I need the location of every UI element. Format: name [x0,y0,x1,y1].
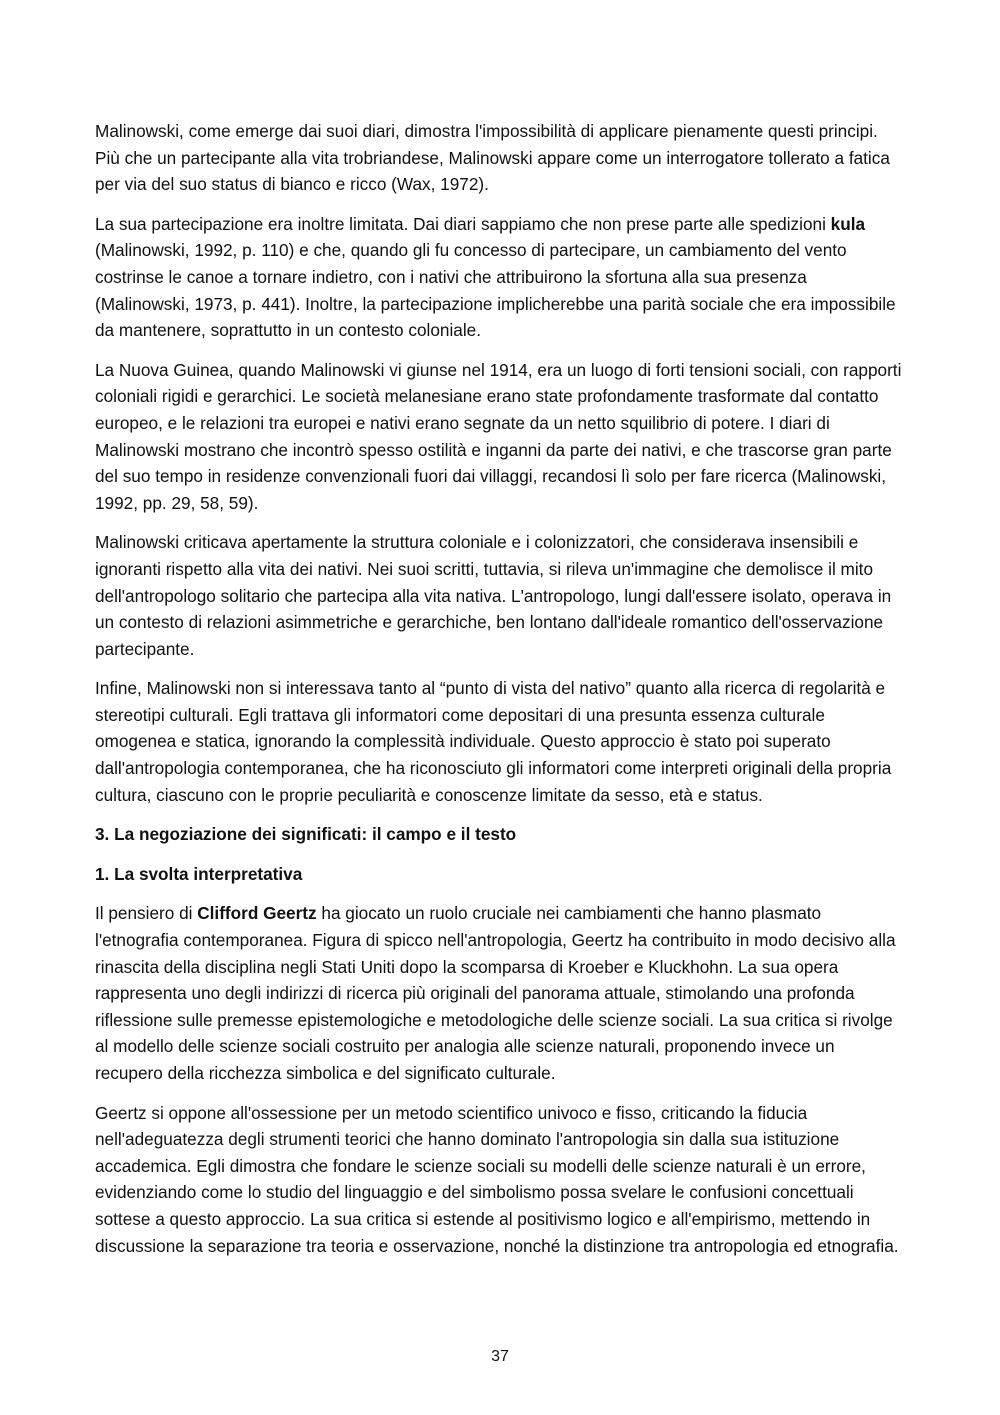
geertz-name: Clifford Geertz [197,903,317,924]
kula-term: kula [830,213,866,234]
paragraph-5: Infine, Malinowski non si interessava tanto al “punto di vista del nativo” quanto alla ricerca di regolarità e stereotipi culturali. Egli trattava gli informatori come depositari di una presunta essenza culturale omogenea e statica, ignorando la complessità individuale. Questo approccio è stato poi superato dall'antropologia contemporanea, che ha riconosciuto gli informatori come interpreti originali della propria cultura, ciascuno con le proprie peculiarità e conoscenze limitate da sesso, età e status. [95,678,892,805]
paragraph-6-start: Il pensiero di [95,903,198,924]
section-heading: 3. La negoziazione dei significati: il campo e il testo [95,824,517,845]
page-number: 37 [491,1348,509,1365]
subsection-heading: 1. La svolta interpretativa [95,863,303,884]
paragraph-6-end: ha giocato un ruolo cruciale nei cambiamenti che hanno plasmato l'etnografia contemporanea. Figura di spicco nell'antropologia, Geertz ha contribuito in modo decisivo alla rinascita della disciplina negli Stati Uniti dopo la scomparsa di Kroeber e Kluckhohn. La sua opera rappresenta uno degli indirizzi di ricerca più originali del panorama attuale, stimolando una profonda riflessione sulle premesse epistemologiche e metodologiche delle scienze sociali. La sua critica si rivolge al modello delle scienze sociali costruito per analogia alle scienze naturali, proponendo invece un recupero della ricchezza simbolica e del significato culturale. [95,903,896,1083]
paragraph-2-start: La sua partecipazione era inoltre limitata. Dai diari sappiamo che non prese parte alle spedizioni [95,213,831,234]
paragraph-1: Malinowski, come emerge dai suoi diari, dimostra l'impossibilità di applicare pienamente questi principi. Più che un partecipante alla vita trobriandese, Malinowski appare come un interrogatore tollerato a fatica per via del suo status di bianco e ricco (Wax, 1972). [95,121,890,195]
paragraph-3: La Nuova Guinea, quando Malinowski vi giunse nel 1914, era un luogo di forti tensioni sociali, con rapporti coloniali rigidi e gerarchici. Le società melanesiane erano state profondamente trasformate dal contatto europeo, e le relazioni tra europei e nativi erano segnate da un netto squilibrio di potere. I diari di Malinowski mostrano che incontrò spesso ostilità e inganni da parte dei nativi, e che trascorse gran parte del suo tempo in residenze convenzionali fuori dai villaggi, recandosi lì solo per fare ricerca (Malinowski, 1992, pp. 29, 58, 59). [95,359,902,513]
paragraph-2 [95,211,905,344]
paragraph-7: Geertz si oppone all'ossessione per un metodo scientifico univoco e fisso, criticando la fiducia nell'adeguatezza degli strumenti teorici che hanno dominato l'antropologia sin dalla sua istituzione accademica. Egli dimostra che fondare le scienze sociali su modelli delle scienze naturali è un errore, evidenziando come lo studio del linguaggio e del simbolismo possa svelare le confusioni concettuali sottese a questo approccio. La sua critica si estende al positivismo logico e all'empirismo, mettendo in discussione la separazione tra teoria e osservazione, nonché la distinzione tra antropologia ed etnografia. [95,1102,899,1256]
paragraph-6 [95,900,905,1086]
paragraph-2-end: (Malinowski, 1992, p. 110) e che, quando gli fu concesso di partecipare, un cambiamento del vento costrinse le canoe a tornare indietro, con i nativi che attribuirono la sfortuna alla sua presenza (Malinowski, 1973, p. 441). Inoltre, la partecipazione implicherebbe una parità sociale che era impossibile da mantenere, soprattutto in un contesto coloniale. [95,240,896,341]
paragraph-4: Malinowski criticava apertamente la struttura coloniale e i colonizzatori, che considerava insensibili e ignoranti rispetto alla vita dei nativi. Nei suoi scritti, tuttavia, si rileva un'immagine che demolisce il mito dell'antropologo solitario che partecipa alla vita nativa. L'antropologo, lungi dall'essere isolato, operava in un contesto di relazioni asimmetriche e gerarchiche, ben lontano dall'ideale romantico dell'osservazione partecipante. [95,532,892,659]
